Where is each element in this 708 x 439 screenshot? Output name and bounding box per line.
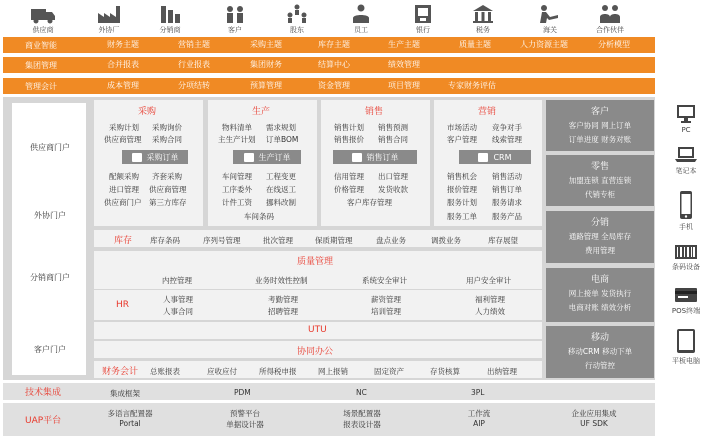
uap-item-line: 场景配置器 [343, 409, 381, 418]
module-item: 采购询价 [152, 123, 182, 132]
hr-item: 人事管理 [163, 295, 193, 304]
module-item: 线索管理 [492, 135, 522, 144]
uap-item-line: 工作流 [467, 409, 491, 418]
tech-item: 3PL [471, 388, 485, 397]
bar-item: 合并报表 [107, 60, 139, 69]
top-icon-customs [525, 2, 575, 35]
document-icon [244, 153, 254, 162]
uap-item [454, 408, 504, 428]
bar-item: 行业报表 [178, 60, 210, 69]
finance-item: 固定资产 [374, 367, 404, 376]
inventory-label: 库存 [114, 236, 133, 246]
button-label: 生产订单 [258, 152, 291, 162]
hr-item: 福利管理 [475, 295, 505, 304]
finance-item: 应收应付 [207, 367, 237, 376]
uap-platform-bar [3, 403, 655, 436]
module-item: 在线返工 [266, 185, 296, 194]
hr-item: 人力绩效 [475, 307, 505, 316]
right-box-mobile [546, 326, 654, 378]
inventory-item: 库存条码 [150, 236, 180, 245]
device-laptop [664, 146, 708, 176]
utu-label: UTU [308, 325, 327, 335]
module-item: 竞争对手 [492, 123, 522, 132]
uap-item-line: 单据设计器 [226, 420, 264, 429]
module-item: 服务产品 [492, 212, 522, 221]
device-barcode [664, 244, 708, 272]
module-item: 客户库存管理 [347, 198, 392, 207]
uap-item [103, 408, 157, 428]
top-icon-label: 供应商 [32, 26, 54, 34]
bar-title: 商业智能 [25, 40, 57, 50]
pos-icon [673, 286, 699, 304]
module-item: 市场活动 [447, 123, 477, 132]
finance-item: 存货核算 [430, 367, 460, 376]
uap-item-line: 预警平台 [230, 409, 260, 418]
uap-item-line: Portal [119, 419, 141, 428]
right-box-line: 客户协同 网上订单 [568, 121, 632, 130]
quality-item: 用户安全审计 [466, 276, 511, 285]
top-icon-tax [458, 2, 508, 35]
top-icon-supplier [18, 2, 68, 35]
module-item: 配额采购 [109, 172, 139, 181]
uap-item [562, 408, 626, 428]
bar-item: 专家财务评估 [448, 81, 496, 90]
uap-label: UAP平台 [25, 416, 62, 426]
right-box-title: 电商 [590, 275, 609, 285]
bank-icon [412, 4, 434, 24]
module-item: 信用管理 [334, 172, 364, 181]
bar-item: 营销主题 [178, 40, 210, 49]
module-title-purchase: 采购 [138, 107, 157, 117]
right-box-line: 加盟连锁 直营连锁 [568, 176, 632, 185]
module-item: 供应商管理 [149, 185, 187, 194]
module-item: 客户管理 [447, 135, 477, 144]
bar-item: 成本管理 [107, 81, 139, 90]
module-item: 齐套采购 [152, 172, 182, 181]
top-icon-label: 股东 [290, 26, 304, 34]
collab-label: 协同办公 [297, 347, 334, 357]
finance-item: 网上报销 [318, 367, 348, 376]
module-item: 计件工资 [222, 198, 252, 207]
module-item: 工程变更 [266, 172, 296, 181]
bar-title: 集团管理 [25, 60, 57, 70]
hr-item: 培训管理 [371, 307, 401, 316]
bar-title: 管理会计 [25, 81, 57, 91]
tech-item: PDM [234, 388, 251, 397]
top-icon-label: 外协厂 [98, 26, 120, 34]
button-label: CRM [493, 152, 512, 162]
bar-item: 人力资源主题 [520, 40, 568, 49]
finance-item: 出纳管理 [487, 367, 517, 376]
module-item: 第三方库存 [149, 198, 187, 207]
module-item: 主生产计划 [218, 135, 256, 144]
top-icon-bank [398, 2, 448, 35]
top-icon-label: 分销商 [159, 26, 181, 34]
tech-item: NC [356, 388, 367, 397]
device-phone [664, 190, 708, 232]
module-item: 车间条码 [244, 212, 274, 221]
device-label: POS终端 [671, 307, 701, 315]
inventory-item: 调拨业务 [431, 236, 461, 245]
module-item: 价格管理 [334, 185, 364, 194]
module-item: 采购计划 [109, 123, 139, 132]
mgmt-accounting-bar [3, 78, 655, 94]
module-item: 发货收款 [378, 185, 408, 194]
hr-label: HR [116, 300, 130, 310]
module-item: 车间管理 [222, 172, 252, 181]
top-icon-label: 员工 [354, 26, 368, 34]
module-item: 销售合同 [378, 135, 408, 144]
customs-icon [538, 4, 562, 24]
portal-distributor: 分销商门户 [30, 273, 70, 282]
group-mgmt-bar [3, 57, 655, 73]
bar-item: 预算管理 [250, 81, 282, 90]
device-tablet [664, 328, 708, 366]
module-item: 销售预测 [378, 123, 408, 132]
module-item: 订单BOM [266, 135, 299, 144]
right-box-line: 行动管控 [585, 361, 615, 370]
pc-icon [675, 104, 697, 124]
tablet-icon [676, 328, 696, 354]
top-icon-label: 税务 [476, 26, 490, 34]
module-item: 物料清单 [222, 123, 252, 132]
inventory-item: 盘点业务 [376, 236, 406, 245]
uap-item-line: 企业应用集成 [571, 409, 617, 418]
inventory-item: 保质期管理 [315, 236, 353, 245]
module-item: 需求规划 [266, 123, 296, 132]
right-box-title: 客户 [590, 107, 609, 117]
tax-icon [471, 4, 495, 24]
top-icon-factory [84, 2, 134, 35]
hr-item: 薪资管理 [371, 295, 401, 304]
portal-supplier: 供应商门户 [30, 143, 70, 152]
module-title-production: 生产 [252, 107, 271, 117]
module-item: 销售报价 [334, 135, 364, 144]
laptop-icon [674, 146, 698, 164]
device-label: 平板电脑 [672, 357, 700, 365]
truck-icon [30, 6, 56, 24]
module-item: 销售机会 [447, 172, 477, 181]
right-box-retail [546, 155, 654, 206]
finance-item: 总账报表 [150, 367, 180, 376]
bar-item: 采购主题 [250, 40, 282, 49]
distributor-icon [158, 4, 182, 24]
right-box-customer [546, 100, 654, 151]
uap-item-line: 报表设计器 [343, 420, 381, 429]
uap-item [218, 408, 272, 430]
right-box-title: 零售 [590, 162, 609, 172]
module-item: 销售订单 [492, 185, 522, 194]
bar-item: 财务主题 [107, 40, 139, 49]
purchase-order-button[interactable] [122, 150, 188, 164]
bar-item: 集团财务 [250, 60, 282, 69]
document-icon [352, 153, 362, 162]
finance-item: 所得税申报 [259, 367, 297, 376]
module-item: 工序委外 [222, 185, 252, 194]
quality-item: 内控管理 [162, 276, 192, 285]
right-box-distribution [546, 211, 654, 263]
module-item: 出口管理 [378, 172, 408, 181]
device-pos [664, 286, 708, 316]
module-item: 进口管理 [109, 185, 139, 194]
quality-item: 系统安全审计 [362, 276, 407, 285]
sales-order-button[interactable] [333, 150, 417, 164]
right-box-line: 订单进度 财务对账 [568, 135, 632, 144]
uap-item-line: 多语言配置器 [107, 409, 153, 418]
tech-item: 集成框架 [110, 389, 140, 398]
right-box-line: 网上接单 发货执行 [568, 289, 632, 298]
module-item: 服务请求 [492, 198, 522, 207]
top-icon-label: 海关 [543, 26, 557, 34]
inventory-item: 库存展望 [488, 236, 518, 245]
right-box-line: 费用管理 [585, 246, 615, 255]
uap-item-line: UF SDK [580, 419, 608, 428]
right-box-line: 通路管理 全局库存 [568, 232, 632, 241]
module-item: 供应商门户 [104, 198, 142, 207]
quality-label: 质量管理 [297, 257, 334, 267]
hr-item: 考勤管理 [268, 295, 298, 304]
right-box-line: 代销专柜 [585, 190, 615, 199]
module-item: 销售活动 [492, 172, 522, 181]
customer-icon [223, 4, 247, 24]
shareholder-icon [285, 4, 309, 24]
finance-label: 财务会计 [102, 367, 139, 377]
inventory-item: 序列号管理 [203, 236, 241, 245]
crm-button[interactable] [459, 150, 531, 164]
partner-icon [598, 4, 622, 24]
button-label: 销售订单 [366, 152, 399, 162]
employee-icon [349, 4, 373, 24]
bi-bar [3, 37, 655, 53]
top-icon-customer [210, 2, 260, 35]
hr-item: 招聘管理 [268, 307, 298, 316]
top-icon-employee [336, 2, 386, 35]
barcode-icon [674, 244, 698, 260]
module-item: 服务计划 [447, 198, 477, 207]
quality-item: 业务时效性控制 [255, 276, 308, 285]
module-title-sales: 销售 [365, 107, 384, 117]
phone-icon [679, 190, 693, 220]
device-label: 手机 [679, 223, 693, 231]
portal-outsource: 外协门户 [34, 211, 66, 220]
device-label: 条码设备 [672, 263, 700, 271]
button-label: 采购订单 [146, 152, 179, 162]
top-icon-label: 银行 [416, 26, 430, 34]
bar-item: 生产主题 [388, 40, 420, 49]
bar-item: 结算中心 [318, 60, 350, 69]
right-box-title: 移动 [590, 333, 609, 343]
right-box-line: 移动CRM 移动下单 [567, 347, 633, 356]
right-box-title: 分销 [590, 218, 609, 228]
device-label: PC [681, 126, 691, 134]
uap-item [335, 408, 389, 430]
top-icon-partner [585, 2, 635, 35]
bar-item: 项目管理 [388, 81, 420, 90]
module-item: 销售计划 [334, 123, 364, 132]
portal-customer: 客户门户 [34, 345, 66, 354]
tech-label: 技术集成 [25, 388, 62, 398]
bar-item: 质量主题 [459, 40, 491, 49]
right-box-ecommerce [546, 268, 654, 322]
top-icon-label: 合作伙伴 [596, 26, 624, 34]
uap-item-line: AIP [473, 419, 485, 428]
inventory-item: 批次管理 [263, 236, 293, 245]
factory-icon [97, 4, 121, 24]
right-box-line: 电商对账 绩效分析 [568, 303, 632, 312]
module-item: 服务工单 [447, 212, 477, 221]
bar-item: 资金管理 [318, 81, 350, 90]
top-icon-label: 客户 [228, 26, 242, 34]
module-item: 采购合同 [152, 135, 182, 144]
bar-item: 库存主题 [318, 40, 350, 49]
top-icon-shareholder [272, 2, 322, 35]
module-item: 报价管理 [447, 185, 477, 194]
document-icon [132, 153, 142, 162]
bar-item: 绩效管理 [388, 60, 420, 69]
module-title-marketing: 营销 [478, 107, 497, 117]
monitor-icon [478, 153, 488, 162]
tech-integration-bar [3, 383, 655, 400]
bar-item: 分项结转 [178, 81, 210, 90]
bar-item: 分析模型 [598, 40, 630, 49]
device-label: 笔记本 [675, 167, 697, 175]
hr-item: 人事合同 [163, 307, 193, 316]
module-item: 挪料改制 [266, 198, 296, 207]
module-item: 供应商管理 [104, 135, 142, 144]
production-order-button[interactable] [233, 150, 301, 164]
top-icon-distributor [145, 2, 195, 35]
device-pc [664, 104, 708, 134]
